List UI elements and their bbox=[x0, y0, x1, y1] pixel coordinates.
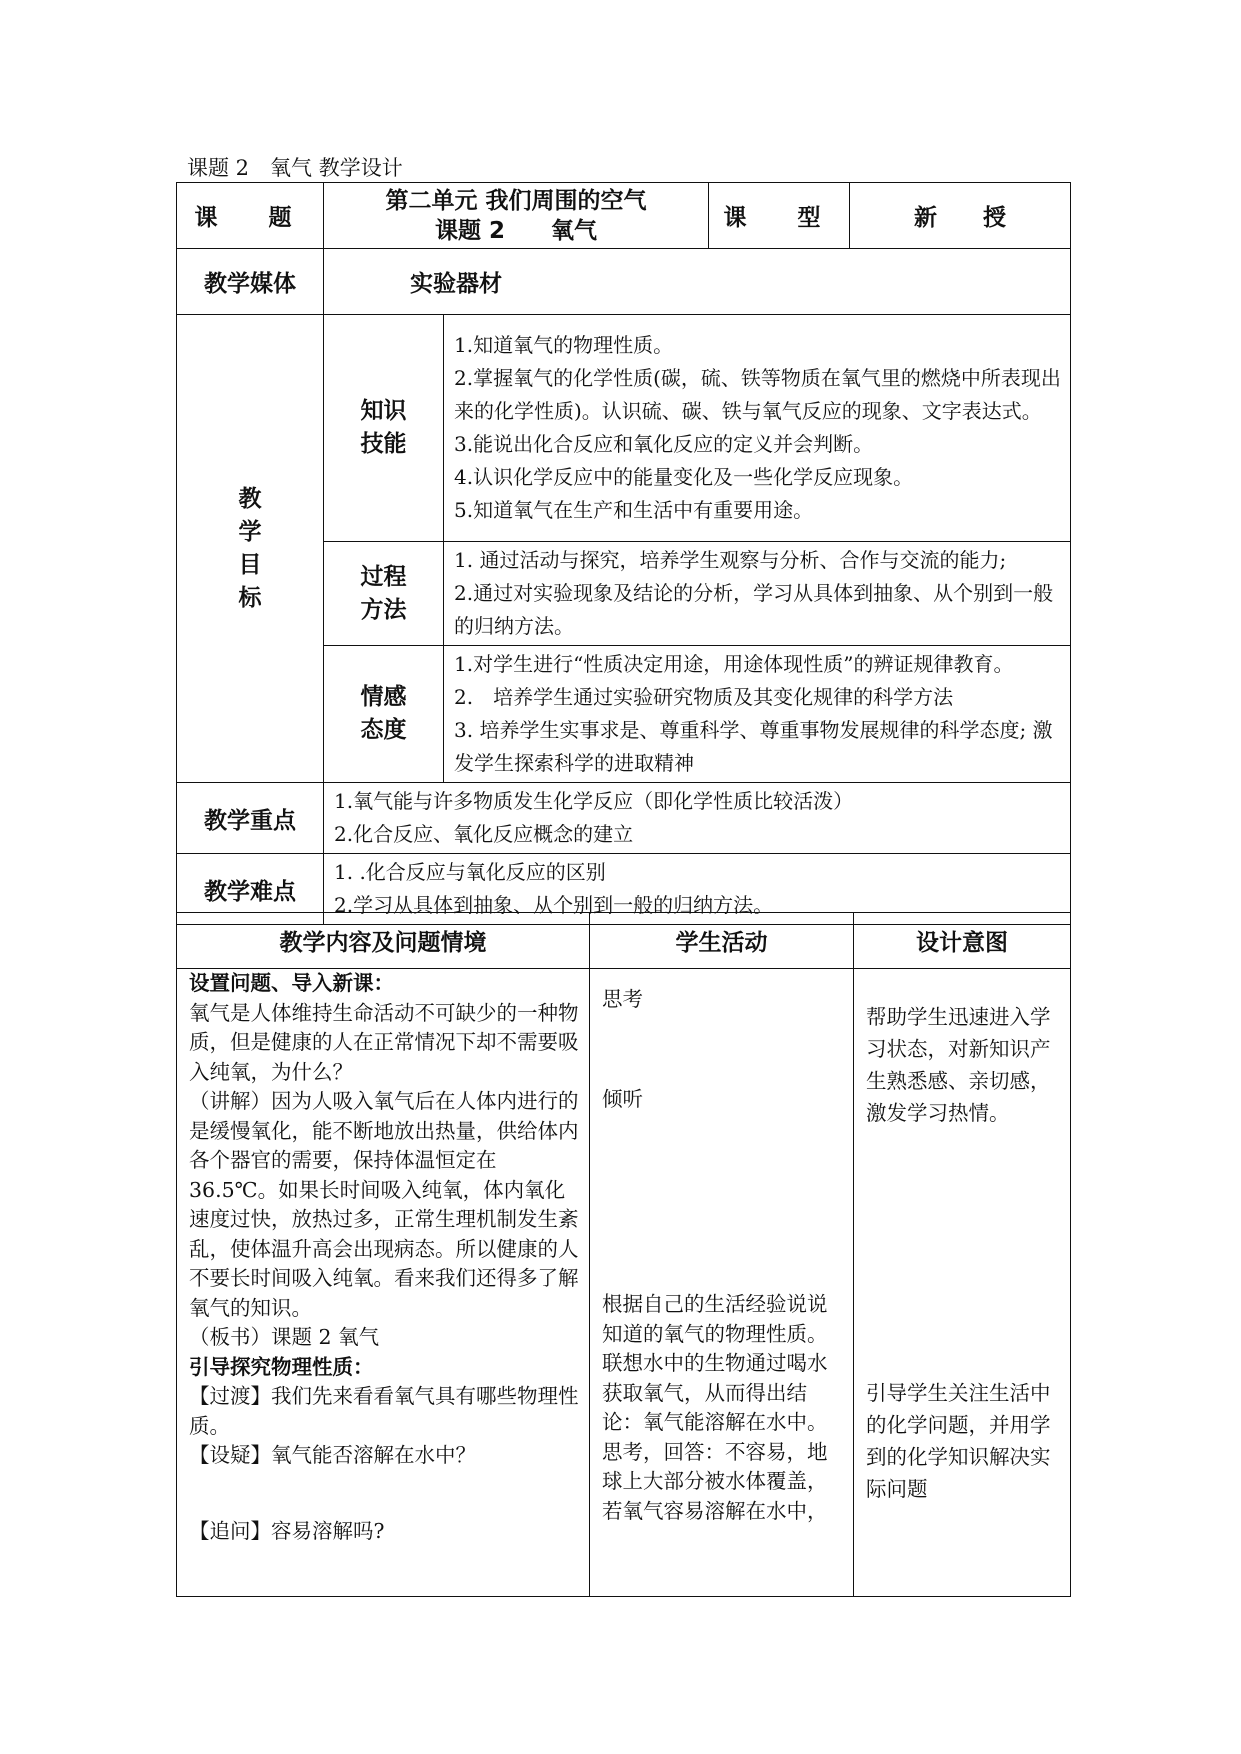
topic-row bbox=[177, 183, 1071, 249]
list-item: 1.氧气能与许多物质发生化学反应（即化学性质比较活泼） bbox=[334, 789, 854, 813]
student-activity: 倾听 bbox=[602, 1086, 643, 1111]
process-label: 过程 方法 bbox=[324, 542, 444, 646]
paragraph: （讲解）因为人吸入氧气后在人体内进行的是缓慢氧化，能不断地放出热量，供给体内各个器官的需要，保持体温恒定在 36.5℃。如果长时间吸入纯氧，体内氧化速度过快，放热过多，正常生理机制发生紊乱，使体温升高会出现病态。所以健康的人不要长时间吸入纯氧。看来我们还得多了解氧气的知识。 bbox=[189, 1089, 579, 1320]
paragraph: 【追问】容易溶解吗? bbox=[189, 1518, 385, 1543]
content-cell bbox=[177, 969, 590, 1597]
topic-line-1: 第二单元 我们周围的空气 bbox=[385, 187, 647, 214]
key-points-row bbox=[177, 783, 1071, 854]
key-points-label: 教学重点 bbox=[177, 783, 324, 854]
process-items bbox=[444, 542, 1071, 646]
emotion-label: 情感 态度 bbox=[324, 646, 444, 783]
emotion-items bbox=[444, 646, 1071, 783]
lesson-process-table bbox=[176, 912, 1071, 1597]
list-item: 2.化合反应、氧化反应概念的建立 bbox=[334, 822, 634, 846]
process-body-row bbox=[177, 969, 1071, 1597]
topic-label: 课 题 bbox=[177, 183, 324, 249]
paragraph: 【过渡】我们先来看看氧气具有哪些物理性质。 bbox=[189, 1384, 579, 1438]
paragraph: 【设疑】氧气能否溶解在水中？ bbox=[189, 1443, 476, 1467]
list-item: 1. .化合反应与氧化反应的区别 bbox=[334, 860, 606, 884]
col-content-header: 教学内容及问题情境 bbox=[177, 913, 590, 969]
student-activity: 根据自己的生活经验说说知道的氧气的物理性质。 bbox=[602, 1292, 828, 1346]
list-item: 3.能说出化合反应和氧化反应的定义并会判断。 bbox=[454, 432, 874, 456]
knowledge-items bbox=[444, 315, 1071, 542]
section-heading: 设置问题、导入新课： bbox=[189, 971, 394, 995]
media-label: 教学媒体 bbox=[177, 249, 324, 315]
col-intent-header: 设计意图 bbox=[854, 913, 1071, 969]
list-item: 2. 培养学生通过实验研究物质及其变化规律的科学方法 bbox=[454, 685, 954, 709]
student-cell bbox=[590, 969, 854, 1597]
design-intent: 引导学生关注生活中的化学问题，并用学到的化学知识解决实际问题 bbox=[866, 1381, 1051, 1501]
type-label: 课 型 bbox=[709, 183, 850, 249]
lesson-info-table bbox=[176, 182, 1071, 925]
type-value: 新 授 bbox=[850, 183, 1071, 249]
page-title: 课题 2 氧气 教学设计 bbox=[187, 156, 403, 180]
list-item: 1. 通过活动与探究，培养学生观察与分析、合作与交流的能力; bbox=[454, 548, 1007, 572]
section-heading: 引导探究物理性质： bbox=[189, 1354, 374, 1379]
list-item: 1.对学生进行“性质决定用途，用途体现性质”的辨证规律教育。 bbox=[454, 652, 1014, 676]
list-item: 4.认识化学反应中的能量变化及一些化学反应现象。 bbox=[454, 465, 914, 489]
objective-knowledge-row bbox=[177, 315, 1071, 542]
list-item: 5.知道氧气在生产和生活中有重要用途。 bbox=[454, 498, 814, 522]
list-item: 2.学习从具体到抽象、从个别到一般的归纳方法。 bbox=[334, 893, 774, 917]
design-intent: 帮助学生迅速进入学习状态，对新知识产生熟悉感、亲切感，激发学习热情。 bbox=[866, 1005, 1051, 1125]
process-header-row bbox=[177, 913, 1071, 969]
topic-value bbox=[324, 183, 709, 249]
list-item: 1.知道氧气的物理性质。 bbox=[454, 333, 674, 357]
paragraph: （板书）课题 2 氧气 bbox=[189, 1325, 380, 1349]
list-item: 2.掌握氧气的化学性质(碳，硫、铁等物质在氧气里的燃烧中所表现出来的化学性质)。认识硫、碳、铁与氧气反应的现象、文字表达式。 bbox=[454, 366, 1061, 423]
key-points-items bbox=[324, 783, 1071, 854]
topic-line-2: 课题 2 氧气 bbox=[435, 217, 598, 244]
student-activity: 联想水中的生物通过喝水获取氧气，从而得出结论：氧气能溶解在水中。 bbox=[602, 1351, 828, 1434]
list-item: 2.通过对实验现象及结论的分析，学习从具体到抽象、从个别到一般的归纳方法。 bbox=[454, 581, 1054, 638]
knowledge-label: 知识 技能 bbox=[324, 315, 444, 542]
difficulties-label: 教学难点 bbox=[177, 854, 324, 925]
student-activity: 思考 bbox=[602, 987, 643, 1011]
list-item: 3. 培养学生实事求是、尊重科学、尊重事物发展规律的科学态度; 激发学生探索科学的进取精神 bbox=[454, 718, 1053, 775]
col-student-header: 学生活动 bbox=[590, 913, 854, 969]
media-row bbox=[177, 249, 1071, 315]
paragraph: 氧气是人体维持生命活动不可缺少的一种物质，但是健康的人在正常情况下却不需要吸入纯氧，为什么？ bbox=[189, 1000, 579, 1084]
media-value: 实验器材 bbox=[324, 249, 1071, 315]
student-activity: 思考，回答：不容易，地球上大部分被水体覆盖，若氧气容易溶解在水中， bbox=[602, 1439, 828, 1523]
objectives-label: 教 学 目 标 bbox=[177, 315, 324, 783]
intent-cell bbox=[854, 969, 1071, 1597]
